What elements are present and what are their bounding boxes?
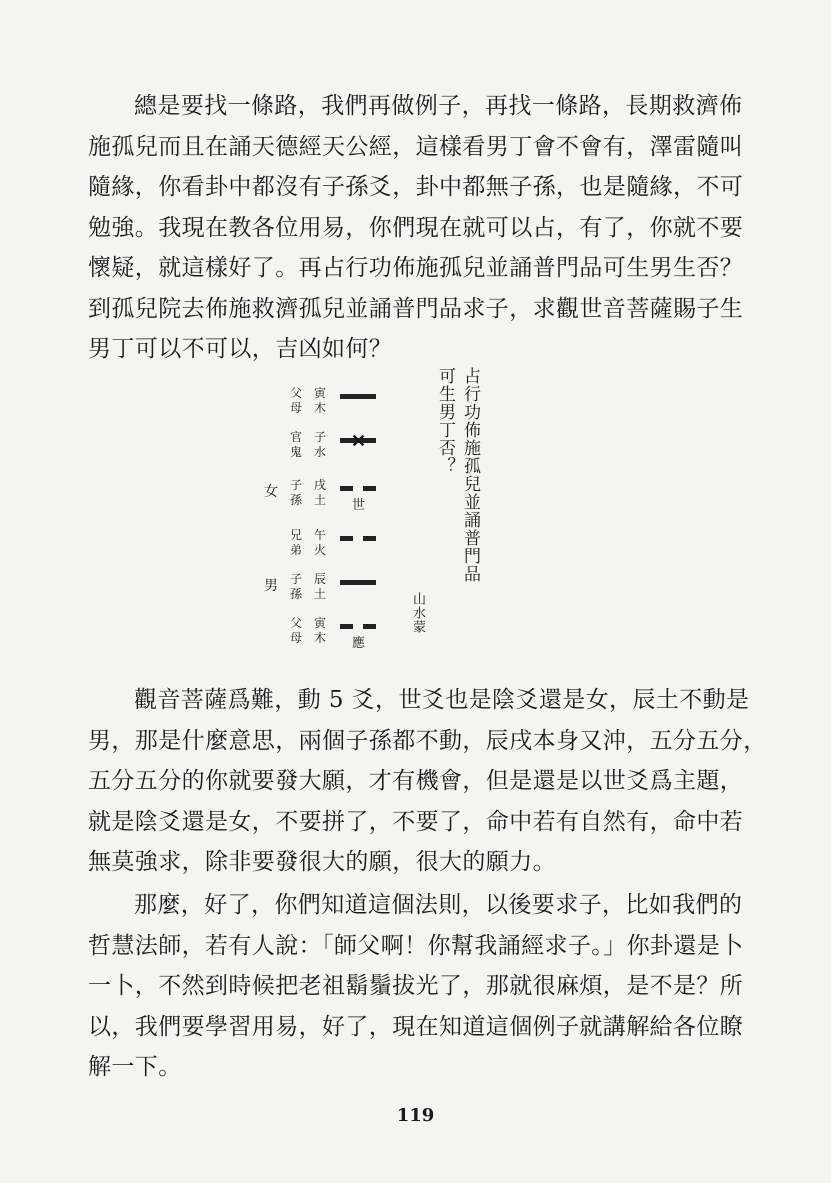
- paragraph-3: [88, 885, 743, 1088]
- text-line: 那麼，好了，你們知道這個法則，以後要求子，比如我們的: [134, 892, 743, 918]
- text-line: 施孤兒而且在誦天德經天公經，這樣看男丁會不會有，澤雷隨叫: [88, 133, 744, 160]
- question-column-2: 可生男丁否？: [435, 367, 455, 475]
- text-line: 總是要找一條路，我們再做例子，再找一條路，長期救濟佈: [134, 93, 743, 119]
- six-relation: 兄弟: [289, 528, 302, 557]
- text-line: 哲慧法師，若有人說：「師父啊！你幫我誦經求子。」你卦還是卜: [88, 932, 744, 959]
- earthly-branch: 午火: [313, 528, 326, 557]
- gender-label: 女: [264, 484, 278, 500]
- hexagram-line-6: [262, 386, 412, 426]
- six-relation: 官鬼: [289, 430, 302, 459]
- text-line: 到孤兒院去佈施救濟孤兒並誦普門品求子，求觀世音菩薩賜子生: [88, 295, 744, 322]
- text-line: 男丁可以不可以，吉凶如何？: [88, 336, 393, 362]
- yin-line-right: [363, 624, 376, 629]
- text-line: 解一下。: [88, 1054, 182, 1080]
- earthly-branch: 辰土: [313, 572, 326, 601]
- six-relation: 父母: [289, 616, 302, 645]
- yin-line-left: [340, 624, 353, 629]
- earthly-branch: 寅木: [313, 386, 326, 415]
- text-line: 勉強。我現在教各位用易，你們現在就可以占，有了，你就不要: [88, 214, 744, 241]
- yin-line-right: [363, 486, 376, 491]
- hexagram-line-5: [262, 430, 412, 470]
- text-line: 隨緣，你看卦中都沒有子孫爻，卦中都無子孫，也是隨緣，不可: [88, 174, 744, 200]
- earthly-branch: 戌土: [313, 478, 326, 507]
- moving-line-icon: ✕: [351, 431, 367, 452]
- text-line: 就是陰爻還是女，不要拼了，不要了，命中若有自然有，命中若: [88, 808, 744, 835]
- gender-label: 男: [264, 578, 278, 594]
- hexagram-name: 山水蒙: [410, 592, 425, 634]
- yang-line: [340, 394, 376, 399]
- text-line: 男，那是什麼意思，兩個子孫都不動，辰戌本身又沖，五分五分，: [88, 727, 767, 754]
- hexagram-line-2: [262, 572, 412, 612]
- earthly-branch: 寅木: [313, 616, 326, 645]
- text-line: 無莫強求，除非要發很大的願，很大的願力。: [88, 849, 556, 875]
- paragraph-1: [88, 86, 743, 370]
- paragraph-2: [88, 680, 767, 883]
- text-line: 一卜，不然到時候把老祖鬍鬚拔光了，那就很麻煩，是不是？所: [88, 973, 744, 999]
- hexagram-line-3: [262, 528, 412, 568]
- question-column-1: 占行功佈施孤兒並誦普門品: [460, 367, 480, 583]
- page-number: 119: [396, 1105, 435, 1126]
- hexagram-line-1: [262, 616, 412, 656]
- text-line: 五分五分的你就要發大願，才有機會，但是還是以世爻爲主題，: [88, 768, 744, 794]
- yin-line-left: [340, 536, 353, 541]
- six-relation: 父母: [289, 386, 302, 415]
- text-line: 觀音菩薩爲難，動 5 爻，世爻也是陰爻還是女，辰土不動是: [134, 687, 750, 713]
- world-mark: 世: [352, 498, 366, 513]
- yang-line: [340, 580, 376, 585]
- response-mark: 應: [352, 636, 366, 651]
- yin-line-right: [363, 536, 376, 541]
- six-relation: 子孫: [289, 572, 302, 601]
- text-line: 懷疑，就這樣好了。再占行功佈施孤兒並誦普門品可生男生否？: [88, 255, 744, 281]
- hexagram-line-4: [262, 478, 412, 518]
- six-relation: 子孫: [289, 478, 302, 507]
- text-line: 以，我們要學習用易，好了，現在知道這個例子就講解給各位瞭: [88, 1013, 744, 1040]
- yin-line-left: [340, 486, 353, 491]
- earthly-branch: 子水: [313, 430, 326, 459]
